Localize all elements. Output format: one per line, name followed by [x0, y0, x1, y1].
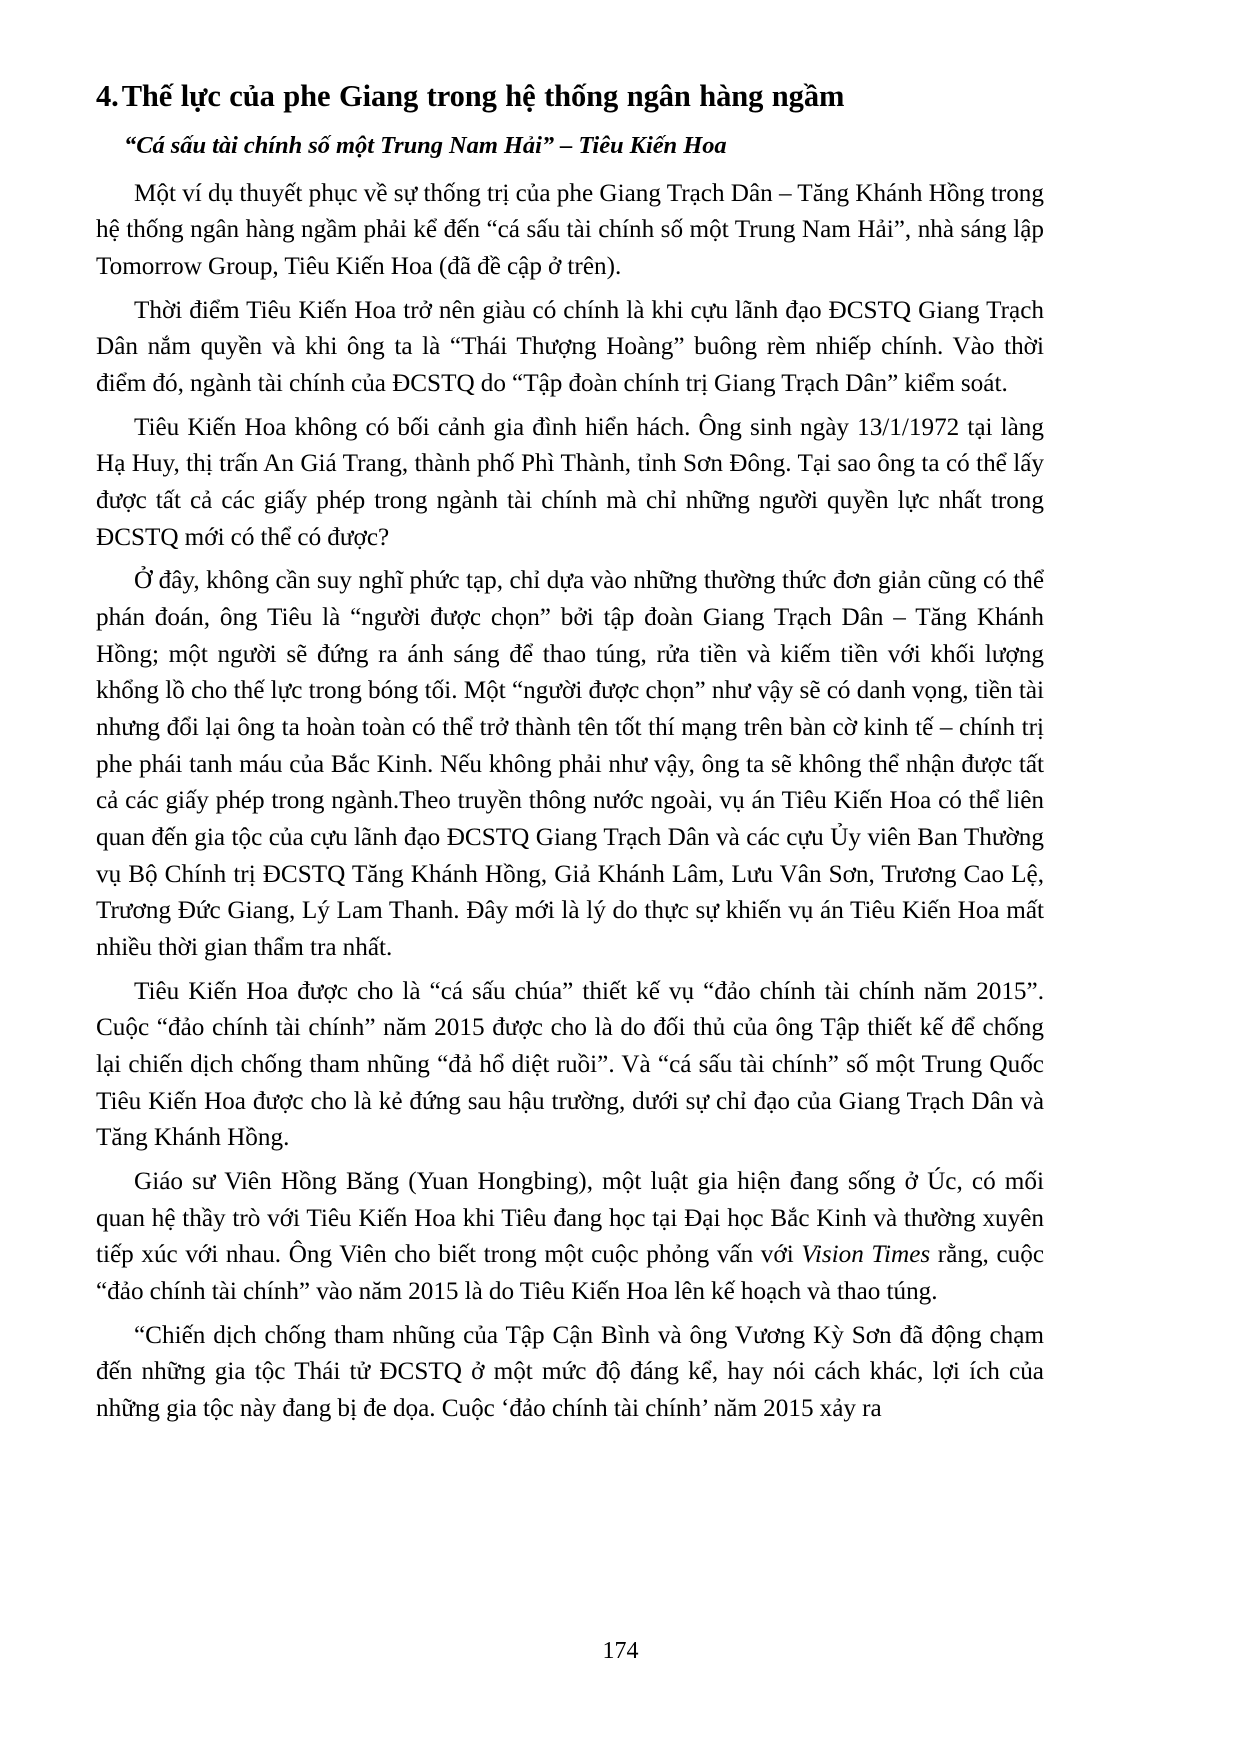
- section-heading: [96, 78, 1044, 115]
- paragraph-6-text-after: rằng, cuộc “đảo chính tài chính” vào năm 2015 là do Tiêu Kiến Hoa lên kế hoạch và thao túng.: [96, 1241, 1044, 1305]
- body-paragraph-6: [96, 1164, 1044, 1311]
- paragraph-6-text-before: Giáo sư Viên Hồng Băng (Yuan Hongbing), một luật gia hiện đang sống ở Úc, có mối quan hệ thầy trò với Tiêu Kiến Hoa khi Tiêu đang học tại Đại học Bắc Kinh và thường xuyên tiếp xúc với nhau. Ông Viên cho biết trong một cuộc phỏng vấn với: [96, 1167, 1044, 1269]
- body-paragraph-5: Tiêu Kiến Hoa được cho là “cá sấu chúa” thiết kế vụ “đảo chính tài chính năm 2015”. Cuộc “đảo chính tài chính” năm 2015 được cho là do đối thủ của ông Tập thiết kế để chống lại chiến dịch chống tham nhũng “đả hổ diệt ruồi”. Và “cá sấu tài chính” số một Trung Quốc Tiêu Kiến Hoa được cho là kẻ đứng sau hậu trường, dưới sự chỉ đạo của Giang Trạch Dân và Tăng Khánh Hồng.: [96, 977, 1044, 1152]
- epigraph-quote: “Cá sấu tài chính số một Trung Nam Hải” – Tiêu Kiến Hoa: [124, 132, 727, 160]
- section-heading-number: 4.: [96, 79, 119, 113]
- body-paragraph-2: Thời điểm Tiêu Kiến Hoa trở nên giàu có chính là khi cựu lãnh đạo ĐCSTQ Giang Trạch Dân nắm quyền và khi ông ta là “Thái Thượng Hoàng” buông rèm nhiếp chính. Vào thời điểm đó, ngành tài chính của ĐCSTQ do “Tập đoàn chính trị Giang Trạch Dân” kiểm soát.: [96, 296, 1044, 398]
- publication-name-vision-times: Vision Times: [801, 1241, 931, 1269]
- body-paragraph-1: Một ví dụ thuyết phục về sự thống trị của phe Giang Trạch Dân – Tăng Khánh Hồng trong hệ thống ngân hàng ngầm phải kể đến “cá sấu tài chính số một Trung Nam Hải”, nhà sáng lập Tomorrow Group, Tiêu Kiến Hoa (đã đề cập ở trên).: [96, 179, 1044, 281]
- body-paragraph-7: “Chiến dịch chống tham nhũng của Tập Cận Bình và ông Vương Kỳ Sơn đã động chạm đến những gia tộc Thái tử ĐCSTQ ở một mức độ đáng kể, hay nói cách khác, lợi ích của những gia tộc này đang bị đe dọa. Cuộc ‘đảo chính tài chính’ năm 2015 xảy ra: [96, 1321, 1044, 1422]
- page-number: 174: [602, 1638, 639, 1664]
- section-heading-text: Thế lực của phe Giang trong hệ thống ngân hàng ngầm: [121, 79, 845, 113]
- body-paragraph-4: Ở đây, không cần suy nghĩ phức tạp, chỉ dựa vào những thường thức đơn giản cũng có thể phán đoán, ông Tiêu là “người được chọn” bởi tập đoàn Giang Trạch Dân – Tăng Khánh Hồng; một người sẽ đứng ra ánh sáng để thao túng, rửa tiền và kiếm tiền với khối lượng khổng lồ cho thế lực trong bóng tối. Một “người được chọn” như vậy sẽ có danh vọng, tiền tài nhưng đổi lại ông ta hoàn toàn có thể trở thành tên tốt thí mạng trên bàn cờ kinh tế – chính trị phe phái tanh máu của Bắc Kinh. Nếu không phải như vậy, ông ta sẽ không thể nhận được tất cả các giấy phép trong ngành.Theo truyền thông nước ngoài, vụ án Tiêu Kiến Hoa có thể liên quan đến gia tộc của cựu lãnh đạo ĐCSTQ Giang Trạch Dân và các cựu Ủy viên Ban Thường vụ Bộ Chính trị ĐCSTQ Tăng Khánh Hồng, Giả Khánh Lâm, Lưu Vân Sơn, Trương Cao Lệ, Trương Đức Giang, Lý Lam Thanh. Đây mới là lý do thực sự khiến vụ án Tiêu Kiến Hoa mất nhiều thời gian thẩm tra nhất.: [96, 567, 1044, 961]
- page-content: [96, 78, 1044, 1427]
- body-paragraph-3: Tiêu Kiến Hoa không có bối cảnh gia đình hiển hách. Ông sinh ngày 13/1/1972 tại làng Hạ Huy, thị trấn An Giá Trang, thành phố Phì Thành, tỉnh Sơn Đông. Tại sao ông ta có thể lấy được tất cả các giấy phép trong ngành tài chính mà chỉ những người quyền lực nhất trong ĐCSTQ mới có thể có được?: [96, 413, 1044, 551]
